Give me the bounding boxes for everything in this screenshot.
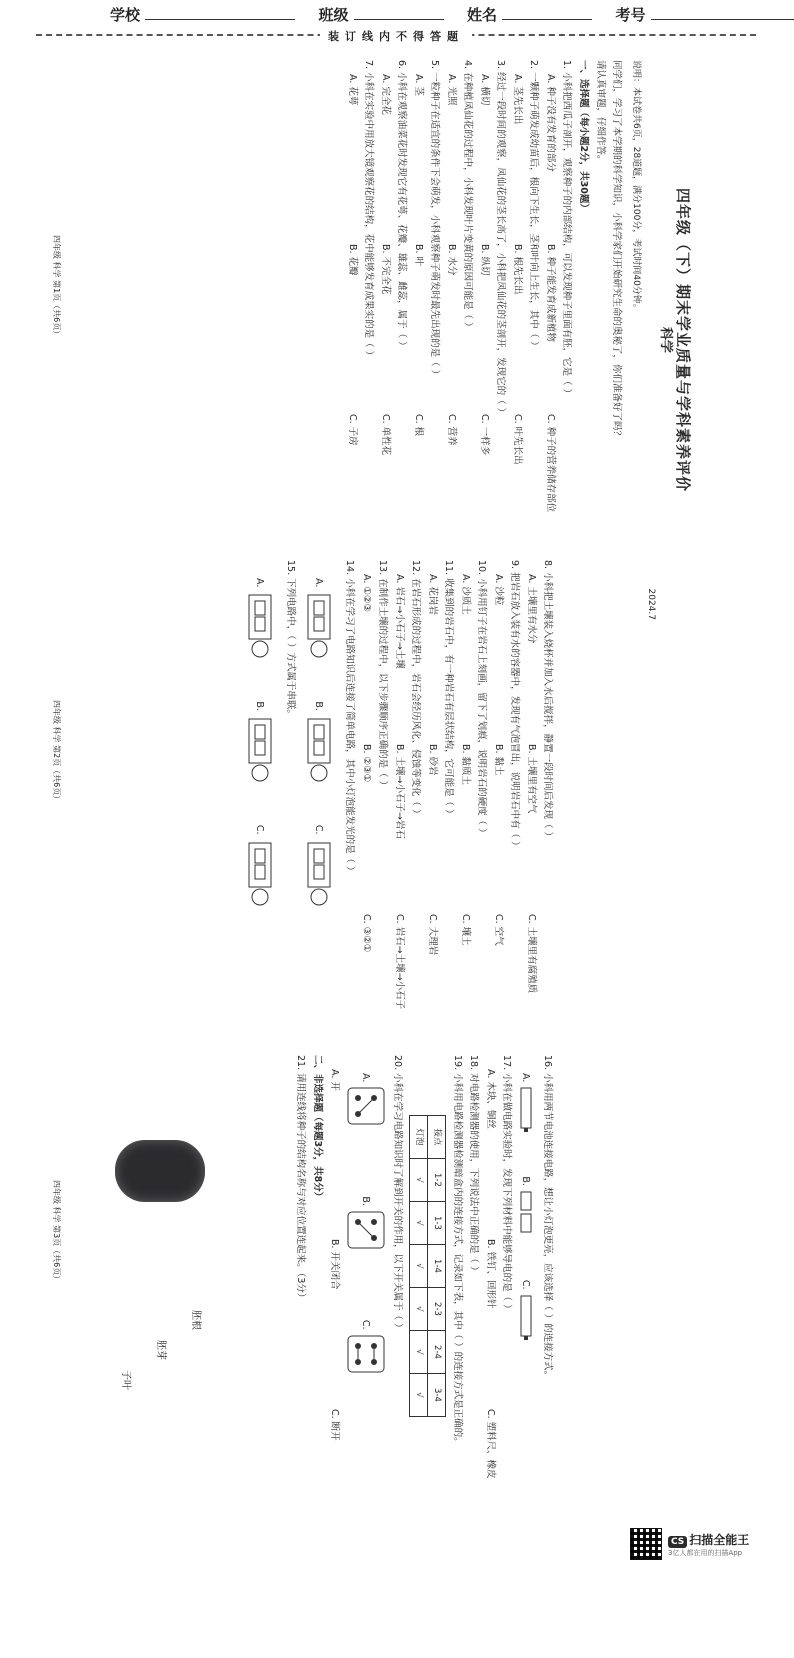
question-7-options[interactable] [345,74,360,620]
intro-text: 请认真审题，仔细作答。 [595,60,606,165]
exam-title: 四年级（下）期末学业质量与学科素养评价 [674,187,692,492]
page-footer: 四年级 科学 第2页（共6页） [52,700,61,804]
option-letter: A. [313,578,325,588]
option[interactable]: B. 土壤里有空气 [526,744,537,814]
option[interactable]: C. 断开 [329,1409,340,1441]
battery-icon [518,1294,534,1344]
exam-page-2 [254,560,555,1120]
circuit-diagram-icon [243,591,277,661]
option[interactable]: C. 子房 [347,414,358,446]
question-7: 7. 小科在实验中用放大镜观察花的结构，花中能够发育成果实的是（ ） [363,60,374,361]
question-6: 6. 小科在观察油菜花时发现它有花萼、花瓣、雄蕊、雌蕊，属于（ ） [396,60,407,351]
page-footer: 四年级 科学 第1页（共6页） [52,235,61,339]
question-4-options[interactable] [444,74,459,620]
switch-diagram-icon [346,1210,386,1250]
switch-diagram-icon [346,1086,386,1126]
question-15: 15. 下列电路中，（ ）方式属于串联。 [285,560,296,719]
seed-label: 胚根 [190,1310,201,1330]
option[interactable]: B. ②③① [361,744,372,783]
battery-option[interactable] [518,1176,534,1240]
circuit-diagram-icon [243,715,277,785]
table-cell: √ [410,1288,428,1331]
option[interactable]: A. 沙粒 [493,574,504,606]
question-2: 2. 一颗种子萌发成幼苗后，根向下生长，茎和叶向上生长，其中（ ） [528,60,539,351]
option-letter: A. [520,1073,532,1083]
question-8: 8. 小科把土壤装入烧杯并加入水后搅拌，静置一段时间后发现（ ） [542,560,553,842]
option-letter: B. [313,701,325,711]
exam-note: 说明：本试卷共6页，28道题，满分100分，考试时间40分钟。 [631,60,641,313]
circuit-option[interactable] [243,701,277,785]
option-letter: B. [520,1176,532,1186]
option[interactable]: A. 茎 [413,74,424,96]
option-letter: A. [360,1073,372,1083]
table-header-cell: 2-3 [428,1288,446,1331]
section-heading: 一、选择题（每小题2分，共30题） [578,60,589,213]
option[interactable]: A. 光照 [446,74,457,106]
question-3: 3. 经过一段时间的观察，凤仙花的茎长高了，小科把凤仙花的茎剖开，发现它的（ ） [495,60,506,418]
question-16-options[interactable] [518,1073,534,1615]
question-11-options[interactable] [425,574,440,1120]
option[interactable]: C. 营养 [446,414,457,446]
option[interactable]: C. 单性花 [380,414,391,456]
question-5: 5. 一粒种子在适宜的条件下会萌发，小科观察种子萌发时最先出现的是（ ） [429,60,440,380]
option[interactable]: A. 沙质土 [460,574,471,615]
option[interactable]: A. 完全花 [380,74,391,115]
table-row [410,1116,428,1417]
option[interactable]: C. 土壤里有腐殖质 [526,914,537,994]
watermark-name: 扫描全能王 [689,1532,750,1547]
option-letter: C. [254,824,266,835]
option[interactable]: A. 横切 [479,74,490,106]
option[interactable]: C. 空气 [493,914,504,946]
switch-option[interactable] [346,1320,386,1374]
option[interactable]: C. 种子的营养储存部位 [545,414,556,513]
option[interactable]: A. 花岗岩 [427,574,438,615]
cs-logo-icon: CS [668,1536,687,1548]
option-letter: B. [254,701,266,711]
circuit-diagram-icon [243,839,277,909]
option-letter: C. [520,1279,532,1290]
question-13: 13. 在制作土壤的过程中，以下步骤顺序正确的是（ ） [377,560,388,791]
detector-table [409,1115,446,1417]
table-cell: √ [410,1374,428,1417]
seal-line-text: 装订线内不得答题 [320,28,472,44]
option[interactable]: B. 根先长出 [512,244,523,295]
table-header-cell: 1-2 [428,1159,446,1202]
question-19: 19. 小科用电路检测器检测暗盒内的连接方式，记录如下表，其中（ ）的连接方式是正确的。 [452,1055,463,1447]
circuit-option[interactable] [302,825,336,909]
option[interactable]: A. 岩石→小石子→土壤 [394,574,405,669]
option[interactable]: B. 花瓣 [347,244,358,276]
question-18: 18. 对电路检测器的使用，下列说法中正确的是（ ） [468,1055,479,1276]
battery-option[interactable] [518,1073,534,1136]
exam-page-3 [295,1055,555,1615]
question-3-options[interactable] [477,74,492,620]
battery-icon [518,1086,534,1136]
option[interactable]: A. ①②③ [361,574,372,612]
table-cell: 灯泡 [410,1116,428,1159]
option[interactable]: B. 种子能发育成新植物 [545,244,556,343]
option-letter: A. [254,578,266,588]
question-1-options[interactable] [543,74,558,620]
question-17: 17. 小科在做电路实验时，发现下列材料中能够导电的是（ ） [501,1055,512,1314]
name-field[interactable] [502,7,592,20]
question-9: 9. 把岩石放入装有水的容器中，发现有气泡冒出，说明岩石中有（ ） [509,560,520,851]
question-13-options[interactable] [359,574,374,1120]
circuit-option[interactable] [243,825,277,909]
option[interactable]: C. 一样多 [479,414,490,456]
table-cell: √ [410,1159,428,1202]
option[interactable]: B. 纵切 [479,244,490,276]
table-cell: √ [410,1202,428,1245]
option[interactable]: A. 花萼 [347,74,358,106]
option[interactable]: A. 茎先长出 [512,74,523,125]
question-20: 20. 小科在学习电路知识时了解到开关的作用，以下开关属于（ ） [392,1055,403,1333]
option-letter: C. [360,1319,372,1330]
table-header-cell: 1-4 [428,1245,446,1288]
switch-diagram-icon [346,1334,386,1374]
question-14: 14. 小科在学习了电路知识后连接了简单电路，其中小灯泡能发光的是（ ） [344,560,355,876]
question-17-options[interactable] [483,1069,498,1615]
intro-text: 同学们，学习了本学期的科学知识，小科学家们开始研究生命的奥秘了，你们准备好了吗？ [611,60,622,441]
school-field[interactable] [145,7,295,20]
option[interactable]: B. 不完全花 [380,244,391,295]
table-row [428,1116,446,1417]
class-field[interactable] [354,7,444,20]
question-8-options[interactable] [524,574,539,1120]
seed-photo [115,1140,205,1202]
question-9-options[interactable] [491,574,506,1120]
option[interactable]: A. 土壤里有水分 [526,574,537,644]
option[interactable]: C. 大理岩 [427,914,438,956]
seed-label: 子叶 [120,1370,131,1390]
option[interactable]: C. 根 [413,414,424,437]
school-label: 学校 [110,6,141,24]
qr-code-icon [630,1528,662,1560]
switch-option[interactable] [346,1196,386,1250]
question-20-options[interactable] [346,1073,386,1615]
table-header-cell: 3-4 [428,1374,446,1417]
question-10-options[interactable] [458,574,473,1120]
option-letter: B. [360,1196,372,1206]
circuit-option[interactable] [302,578,336,661]
circuit-option[interactable] [243,578,277,661]
battery-icon [518,1190,534,1240]
option[interactable]: B. 水分 [446,244,457,276]
circuit-diagram-icon [302,715,336,785]
question-2-options[interactable] [510,74,525,620]
seed-label: 胚芽 [155,1340,166,1360]
page-footer: 四年级 科学 第3页（共6页） [52,1180,61,1284]
option[interactable]: A. 木块、铜丝 [485,1069,496,1129]
table-header-cell: 2-4 [428,1331,446,1374]
option[interactable]: A. 开 [329,1069,340,1091]
option[interactable]: B. 土壤→小石子→岩石 [394,744,405,839]
switch-option[interactable] [346,1073,386,1126]
question-20-sub-options[interactable] [327,1069,342,1615]
watermark-sub: 3亿人都在用的扫描App [668,1548,743,1557]
option-letter: C. [313,824,325,835]
circuit-diagram-icon [302,839,336,909]
scanner-watermark [630,1528,749,1560]
option[interactable]: C. 壤土 [460,914,471,946]
table-header-cell: 接点 [428,1116,446,1159]
watermark-brand [668,1531,749,1548]
option[interactable]: B. 黏质土 [460,744,471,786]
class-label: 班级 [318,6,349,24]
question-21: 21. 请用连线将种子的结构名称与对应位置连起来。（3分） [295,1055,306,1303]
question-15-options[interactable] [243,578,277,1120]
exam-date: 2024.7 [646,588,656,620]
question-4: 4. 在种植凤仙花的过程中，小科发现叶片变黄的原因可能是（ ） [462,60,473,332]
question-11: 11. 收集到的岩石中，有一种岩石有层状结构，它可能是（ ） [443,560,454,819]
question-12-options[interactable] [392,574,407,1120]
table-cell: √ [410,1331,428,1374]
id-field[interactable] [651,7,794,20]
circuit-diagram-icon [302,591,336,661]
question-16: 16. 小科用两节电池连接电路，想让小灯泡更亮，应该选择（ ）的连接方式。 [542,1055,553,1381]
exam-subject: 科学 [658,326,673,353]
question-6-options[interactable] [378,74,393,620]
section-heading: 二、非选择题（每题3分，共8分） [312,1055,323,1202]
option[interactable]: B. 叶 [413,244,424,267]
question-14-options[interactable] [302,578,336,1120]
option[interactable]: C. 塑料尺、橡皮 [485,1409,496,1479]
circuit-option[interactable] [302,701,336,785]
question-10: 10. 小科用钉子在岩石上刻画，留下了划痕，说明岩石的硬度（ ） [476,560,487,838]
option[interactable]: B. 砂岩 [427,744,438,776]
option[interactable]: B. 开关闭合 [329,1239,340,1290]
battery-option[interactable] [518,1280,534,1344]
table-header-cell: 1-3 [428,1202,446,1245]
option[interactable]: C. ③②① [361,914,372,953]
option[interactable]: B. 黏土 [493,744,504,776]
option[interactable]: C. 岩石→土壤→小石子 [394,914,405,1010]
name-label: 姓名 [466,6,497,24]
exam-header [110,4,794,25]
option[interactable]: C. 叶先长出 [512,414,523,465]
question-1: 1. 小科把西瓜子剖开，观察种子的内部结构，可以发现种子里面有胚，它是（ ） [561,60,572,399]
table-cell: √ [410,1245,428,1288]
option[interactable]: A. 种子没有发育的部分 [545,74,556,172]
id-label: 考号 [615,6,646,24]
question-5-options[interactable] [411,74,426,620]
option[interactable]: B. 铁钉、回形针 [485,1239,496,1309]
question-12: 12. 在岩石形成的过程中，岩石会经历风化、侵蚀等变化（ ） [410,560,421,819]
